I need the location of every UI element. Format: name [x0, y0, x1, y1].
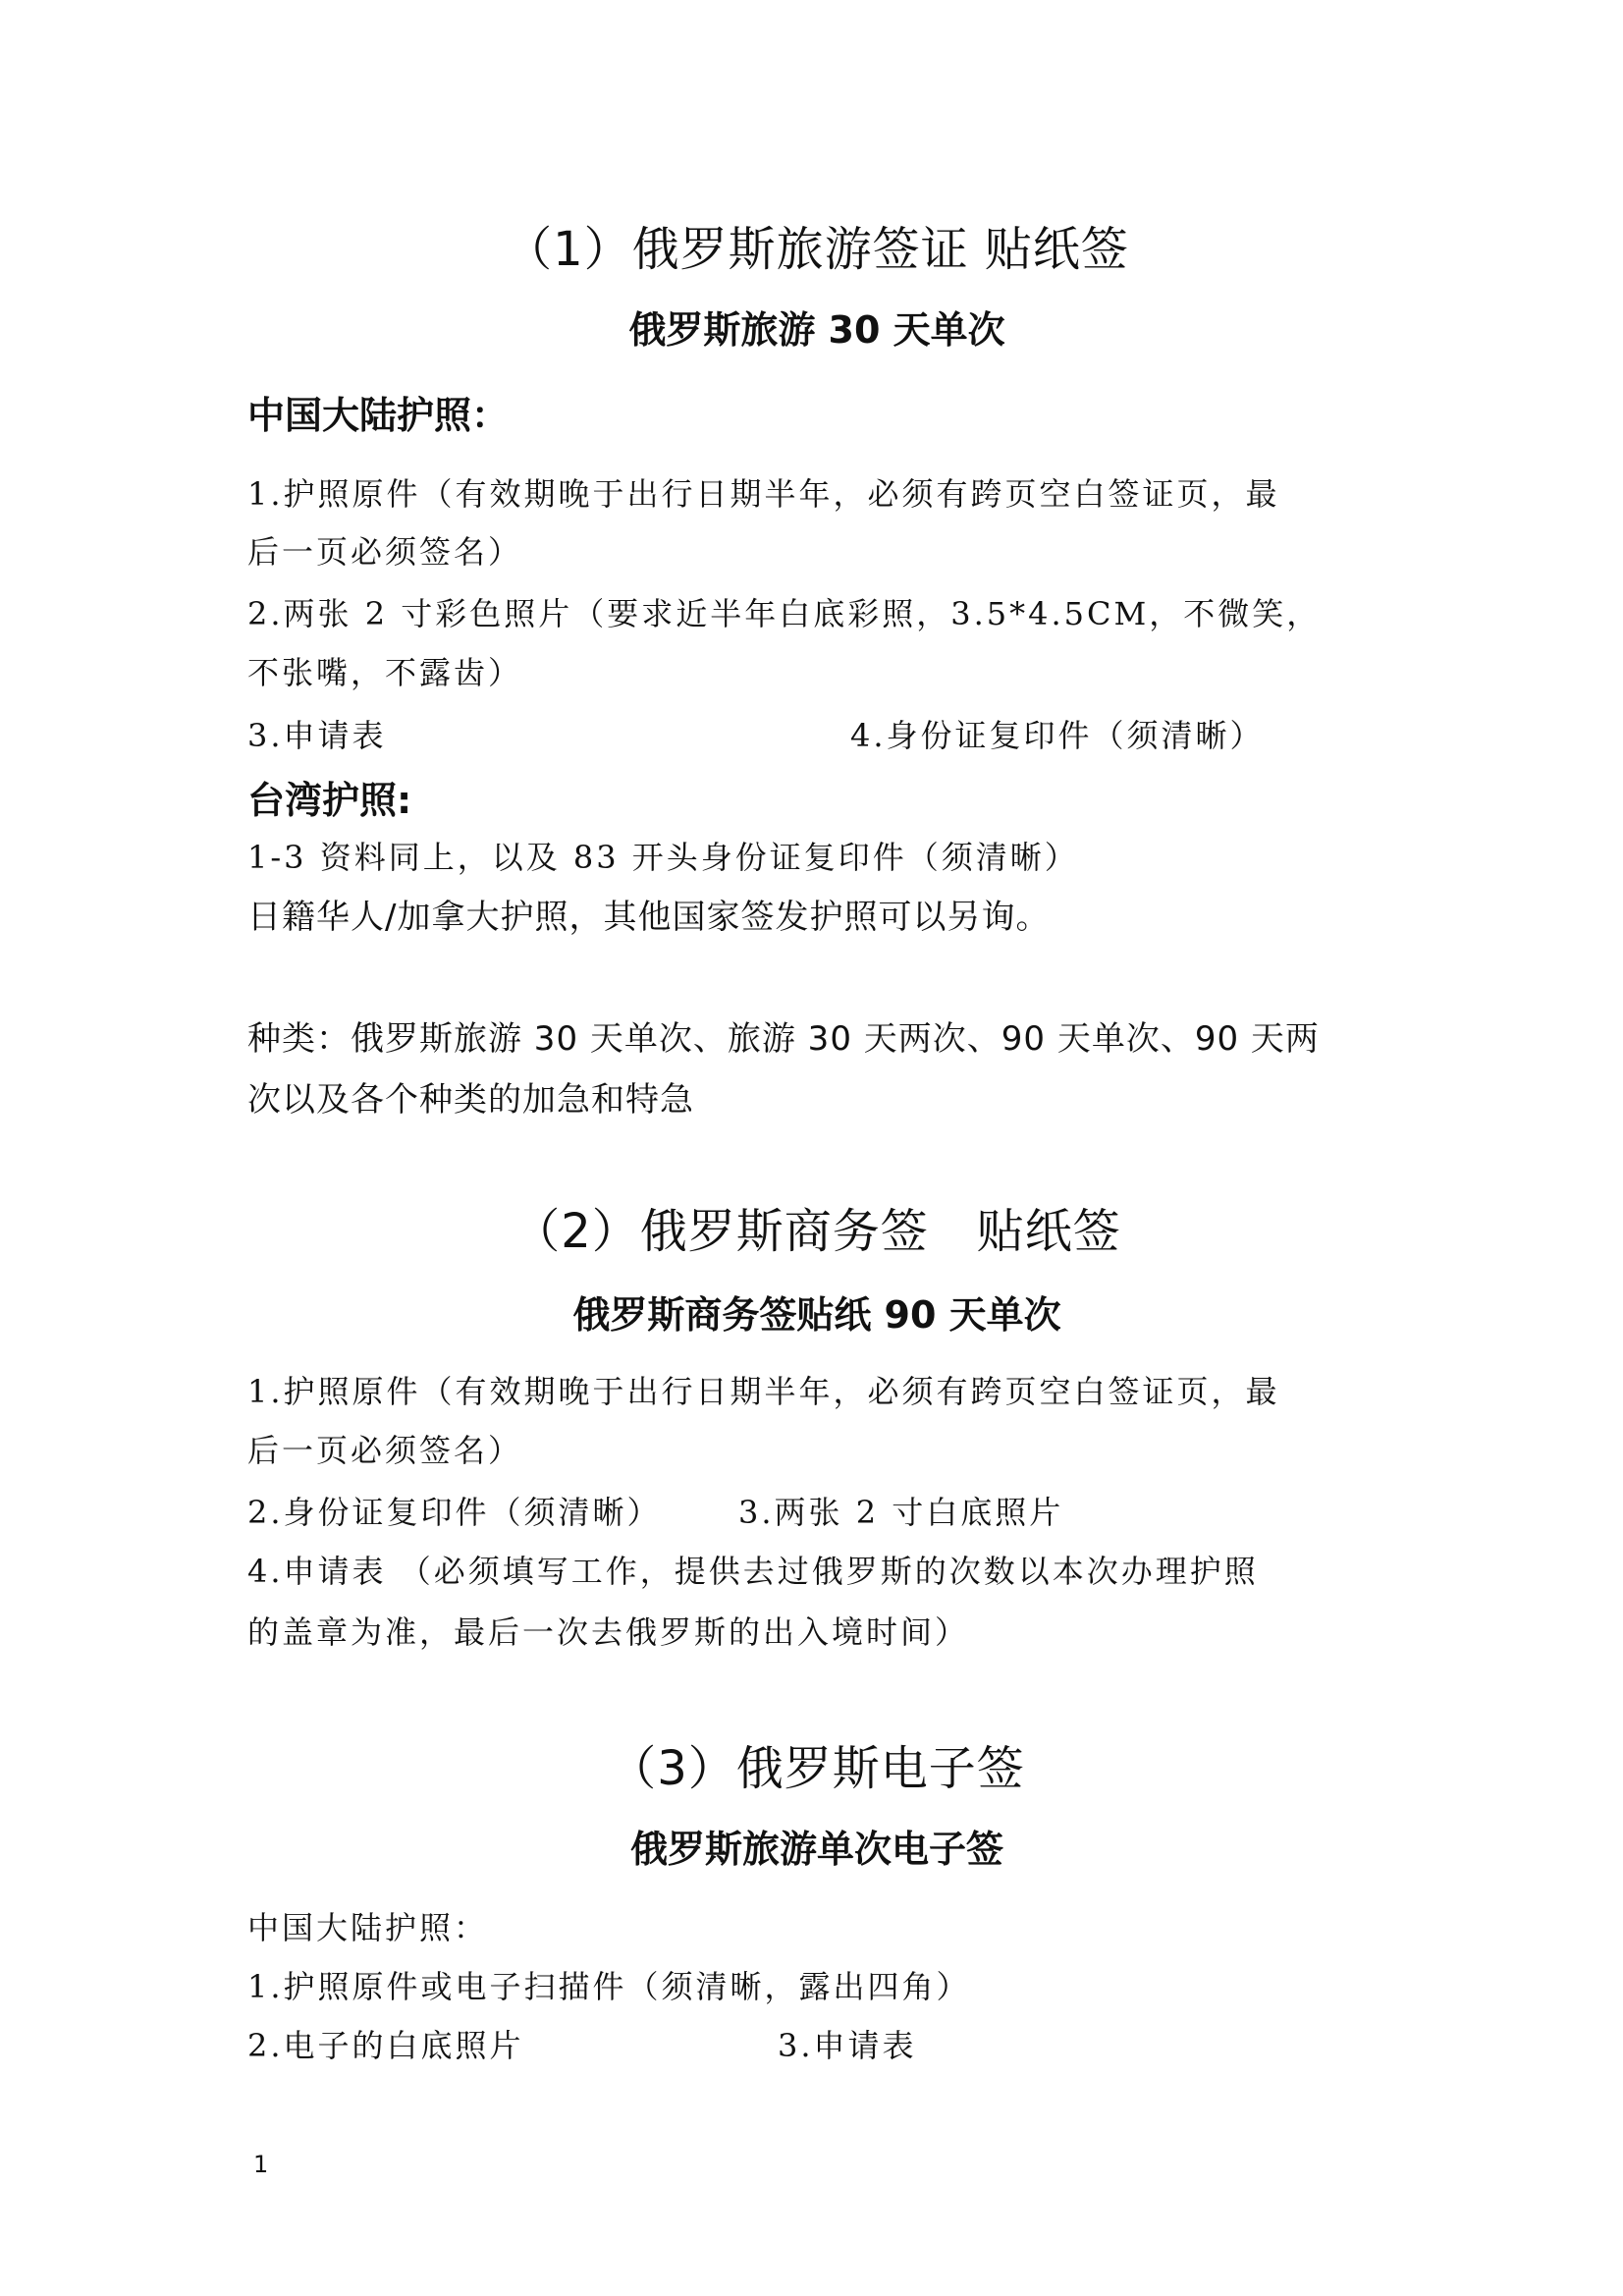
- section1-item2-line2: 不张嘴，不露齿）: [247, 654, 523, 691]
- section3-item1: 1.护照原件或电子扫描件（须清晰，露出四角）: [247, 1968, 971, 2005]
- section1-subheading: 俄罗斯旅游 30 天单次: [628, 308, 1005, 352]
- section1-item1-line1: 1.护照原件（有效期晚于出行日期半年，必须有跨页空白签证页，最: [247, 475, 1280, 513]
- section2-item2: 2.身份证复印件（须清晰）: [247, 1494, 662, 1531]
- section2-item4-line1: 4.申请表 （必须填写工作，提供去过俄罗斯的次数以本次办理护照: [247, 1553, 1259, 1590]
- section2-item1-line2: 后一页必须签名）: [247, 1432, 523, 1469]
- section2-heading: （2）俄罗斯商务签 贴纸签: [513, 1204, 1121, 1259]
- section2-item3: 3.两张 2 寸白底照片: [738, 1494, 1064, 1531]
- section3-item2: 2.电子的白底照片: [247, 2027, 524, 2064]
- section3-mainland-label: 中国大陆护照：: [247, 1909, 489, 1946]
- section1-taiwan-label: 台湾护照:: [247, 779, 412, 822]
- section3-item3: 3.申请表: [778, 2027, 917, 2064]
- section1-types-line2: 次以及各个种类的加急和特急: [247, 1080, 694, 1120]
- section1-item2-line1: 2.两张 2 寸彩色照片（要求近半年白底彩照，3.5*4.5CM，不微笑，: [247, 595, 1322, 632]
- section2-subheading: 俄罗斯商务签贴纸 90 天单次: [572, 1293, 1061, 1337]
- section1-mainland-label: 中国大陆护照：: [247, 394, 510, 437]
- section1-other-passports: 日籍华人/加拿大护照，其他国家签发护照可以另询。: [247, 898, 1051, 937]
- section1-types-line1: 种类：俄罗斯旅游 30 天单次、旅游 30 天两次、90 天单次、90 天两: [247, 1019, 1320, 1059]
- section1-heading: （1）俄罗斯旅游签证 贴纸签: [505, 222, 1129, 277]
- section2-item4-line2: 的盖章为准，最后一次去俄罗斯的出入境时间）: [247, 1613, 970, 1651]
- section1-item3: 3.申请表: [247, 717, 387, 754]
- document-page: [247, 0, 1386, 2296]
- section3-subheading: 俄罗斯旅游单次电子签: [629, 1828, 1003, 1871]
- section2-item1-line1: 1.护照原件（有效期晚于出行日期半年，必须有跨页空白签证页，最: [247, 1373, 1280, 1410]
- section1-item4: 4.身份证复印件（须清晰）: [850, 717, 1265, 754]
- section3-heading: （3）俄罗斯电子签: [609, 1741, 1025, 1796]
- section1-taiwan-line: 1-3 资料同上，以及 83 开头身份证复印件（须清晰）: [247, 839, 1079, 876]
- section1-item1-line2: 后一页必须签名）: [247, 533, 523, 571]
- page-number: 1: [253, 2151, 269, 2178]
